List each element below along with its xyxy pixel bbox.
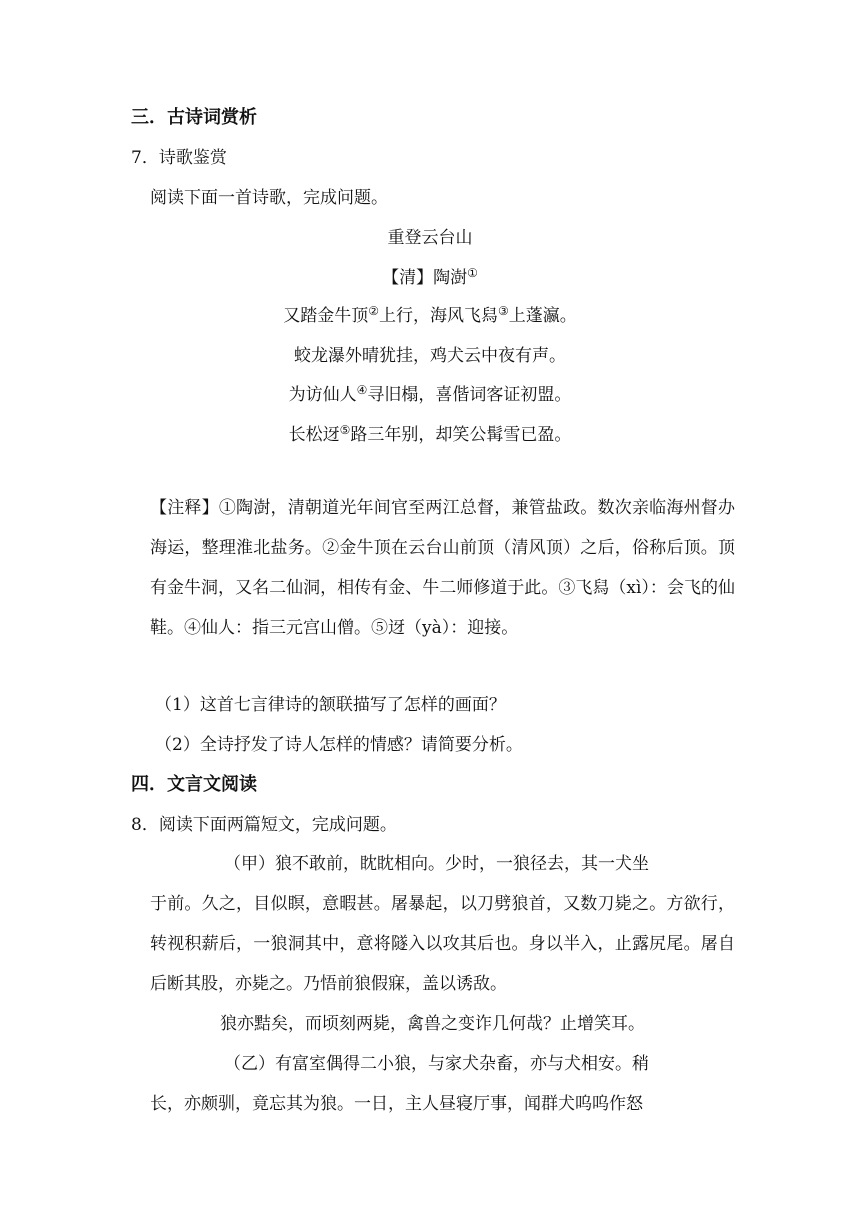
passage-yi-first-line: （乙）有富室偶得二小狼，与家犬杂畜，亦与犬相安。稍 <box>224 1054 649 1074</box>
section-title-4: 四．文言文阅读 <box>131 774 257 795</box>
poem-title: 重登云台山 <box>387 228 473 248</box>
passage-jia-body: 于前。久之，目似瞑，意暇甚。屠暴起，以刀劈狼首，又数刀毙之。方欲行，转视积薪后，一狼洞其中，意将隧入以攻其后也。身以半入，止露尻尾。屠自后断其股，亦毙之。乃悟前狼假寐，盖以诱敌。 <box>150 894 735 994</box>
passage-jia-first-line: （甲）狼不敢前，眈眈相向。少时，一狼径去，其一犬坐 <box>224 854 649 874</box>
poem-line-4: 长松迓⑤路三年别，却笑公髯雪已盈。 <box>288 423 572 445</box>
poem-line-3: 为访仙人④寻旧榻，喜偕词客证初盟。 <box>288 383 572 405</box>
section-title-3: 三．古诗词赏析 <box>131 107 257 128</box>
question-7-instruction: 阅读下面一首诗歌，完成问题。 <box>150 188 388 208</box>
poem-notes: 【注释】①陶澍，清朝道光年间官至两江总督，兼管盐政。数次亲临海州督办海运，整理淮北盐务。②金牛顶在云台山前顶（清风顶）之后，俗称后顶。顶有金牛洞，又名二仙洞，相传有金、牛二师修道于此。③飞舄（xì）：会飞的仙鞋。④仙人：指三元宫山僧。⑤迓（yà）：迎接。 <box>150 498 735 638</box>
question-7-2: （2）全诗抒发了诗人怎样的情感？请简要分析。 <box>155 735 523 755</box>
poem-line-2: 蛟龙瀑外晴犹挂，鸡犬云中夜有声。 <box>294 346 566 366</box>
question-8-number: 8．阅读下面两篇短文，完成问题。 <box>131 815 397 835</box>
question-7-1: （1）这首七言律诗的颔联描写了怎样的画面？ <box>155 695 506 715</box>
passage-yi-body: 长，亦颇驯，竟忘其为狼。一日，主人昼寝厅事，闻群犬呜呜作怒 <box>150 1094 643 1114</box>
question-7-number: 7．诗歌鉴赏 <box>131 148 227 168</box>
poem-line-1: 又踏金牛顶②上行，海风飞舄③上蓬瀛。 <box>283 304 577 326</box>
passage-jia-last-line: 狼亦黠矣，而顷刻两毙，禽兽之变诈几何哉？止增笑耳。 <box>220 1014 645 1034</box>
poem-author: 【清】陶澍① <box>382 266 478 288</box>
